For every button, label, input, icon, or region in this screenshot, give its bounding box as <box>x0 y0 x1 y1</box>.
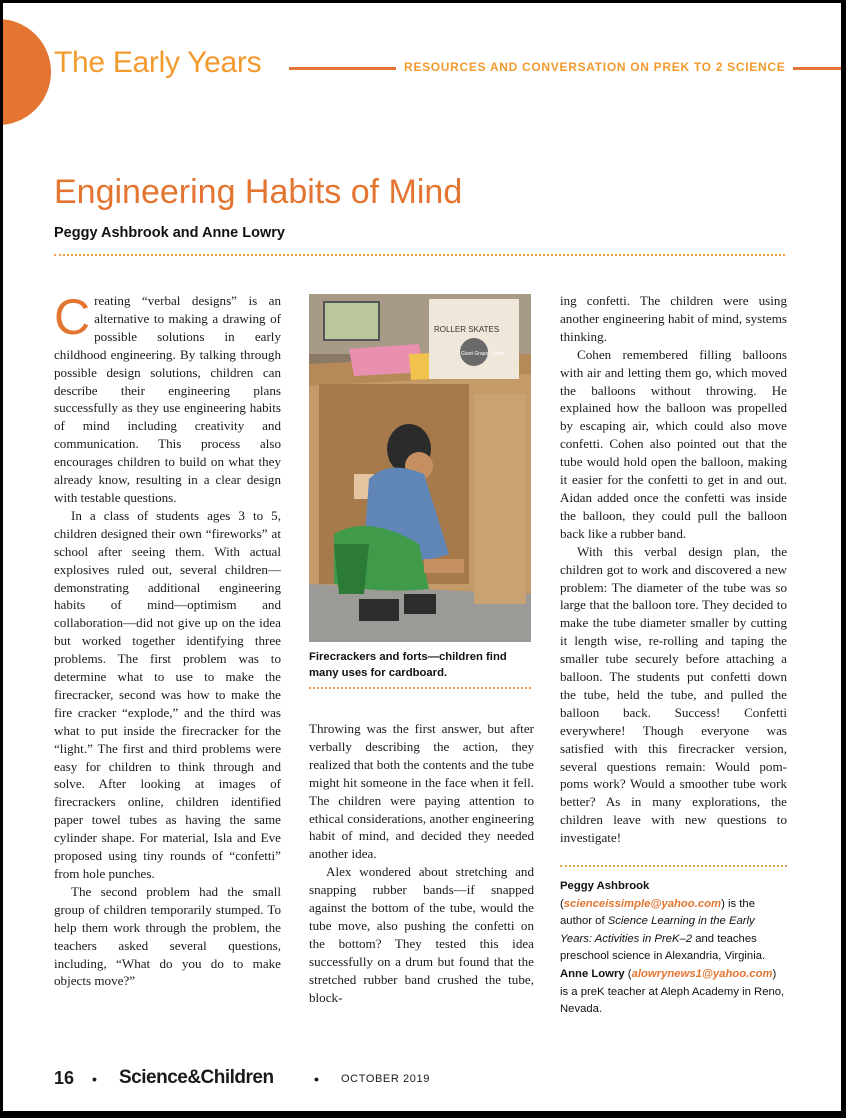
article-photo <box>309 294 531 642</box>
header-rule-left <box>289 67 396 70</box>
caption-divider <box>309 687 531 689</box>
article-paragraph: Creating “verbal designs” is an alternative to making a drawing of possible solutions in early childhood engineering. By talking through possible design solutions, children can describe their engineering plans successfully as they use engineering habits of mind including creativity and communication. This process also encourages children to build on what they already know, resulting in a clear design with testable questions. <box>54 289 281 505</box>
footer-bullet: • <box>92 1071 97 1087</box>
bio-book-title: Science Learning in the Early Years: Activities in PreK–2 <box>560 915 755 945</box>
magazine-name: Science&Children <box>119 1067 274 1088</box>
article-paragraph: With this verbal design plan, the children got to work and discovered a new problem: The diameter of the tube was so large that the balloon tore. They decided to make the tube diameter smaller by cutting it length wise, re-rolling and taping the smaller tube securely before attaching a balloon. The students put confetti down the tube, held the tube, and pulled the balloon back. Success! Confetti everywhere! Though everyone was satisfied with this firecracker version, several questions remain: Would pom-poms work? Would a smoother tube work better? As in many explorations, the children leave with new questions to investigate! <box>560 543 787 846</box>
bio-author-2: Anne Lowry <box>560 967 625 980</box>
footer-bullet: • <box>314 1071 319 1087</box>
byline-divider <box>54 254 785 256</box>
article-paragraph: The second problem had the small group of children temporarily stumped. To help them work through the problem, the teachers asked several questions, including, “What do you do to make objects move?” <box>54 883 281 989</box>
article-column-3 <box>560 292 787 847</box>
magazine-page <box>3 3 841 1111</box>
article-paragraph: Cohen remembered filling balloons with air and letting them go, which moved the balloons without throwing. He explained how the balloon was propelled by escaping air, which could also move confetti. Cohen also pointed out that the tube would hold open the balloon, making it easier for the confetti to get in and out. Aidan added once the confetti was inside the balloon, they could pull the balloon back like a rubber band. <box>560 346 787 541</box>
section-title: The Early Years <box>54 46 262 79</box>
bio-email-1[interactable]: scienceissimple@yahoo.com <box>563 897 722 910</box>
article-paragraph: In a class of students ages 3 to 5, children designed their own “fireworks” at school after seeing them. With actual explosives ruled out, several children—demonstrating additional engineering habits of mind—optimism and collaboration—did not give up on the idea but worked together identifying three problems. The first problem was to determine what to use to make the firecracker, second was how to make the fire cracker “explode,” and the third was what to put inside the firecracker for the “light.” The first and third problems were easy for children to think through and solve. After looking at images of firecrackers online, children identified paper towel tubes as having the same cylinder shape. For material, Isla and Eve proposed using tiny rounds of “confetti” from hole punches. <box>54 507 281 881</box>
drop-cap: C <box>54 289 91 345</box>
bio-text: is the author of <box>560 897 755 928</box>
bio-text: and teaches preschool science in Alexandria, Virginia. <box>560 932 766 963</box>
issue-date: OCTOBER 2019 <box>341 1073 430 1085</box>
article-column-2 <box>309 720 534 1007</box>
article-title: Engineering Habits of Mind <box>54 173 463 211</box>
header-rule-right <box>793 67 841 70</box>
article-byline: Peggy Ashbrook and Anne Lowry <box>54 225 285 241</box>
bio-divider <box>560 865 787 867</box>
article-paragraph: Throwing was the first answer, but after verbally describing the action, they realized that both the contents and the tube might hit someone in the face when it fell. The children were paying attention to ethical considerations, another engineering habit of mind, and decided they needed another idea. <box>309 721 534 862</box>
orange-corner-tab <box>3 19 51 125</box>
photo-caption: Firecrackers and forts—children find many uses for cardboard. <box>309 651 507 679</box>
bio-author-1: Peggy Ashbrook <box>560 880 650 892</box>
box-label-1: ROLLER SKATES <box>434 325 500 334</box>
article-paragraph: Alex wondered about stretching and snapping rubber bands—if snapped against the bottom of the tube, would the tube move, also pushing the confetti on the bottom? They tested this idea successfully on a drum but found that the stretched rubber band crushed the tube, block- <box>309 864 534 1005</box>
bio-text: is a preK teacher at Aleph Academy in Reno, Nevada. <box>560 985 785 1016</box>
page-number: 16 <box>54 1068 75 1088</box>
children-cardboard-fort-photo <box>309 294 531 642</box>
article-column-1 <box>54 289 281 990</box>
bio-email-2[interactable]: alowrynews1@yahoo.com <box>631 967 773 980</box>
box-label-2: Giant Grape Cereal <box>461 351 505 357</box>
article-paragraph: ing confetti. The children were using another engineering habit of mind, systems thinking. <box>560 293 787 344</box>
header-tagline: RESOURCES AND CONVERSATION ON PREK TO 2 SCIENCE <box>404 60 786 74</box>
author-bio: Peggy Ashbrook (scienceissimple@yahoo.com) is the author of Science Learning in the Early Years: Activities in PreK–2 and teaches preschool science in Alexandria, Virginia. Anne Lowry (alowrynews1@yahoo.com) is a preK teacher at Aleph Academy in Reno, Nevada. <box>560 880 785 1016</box>
